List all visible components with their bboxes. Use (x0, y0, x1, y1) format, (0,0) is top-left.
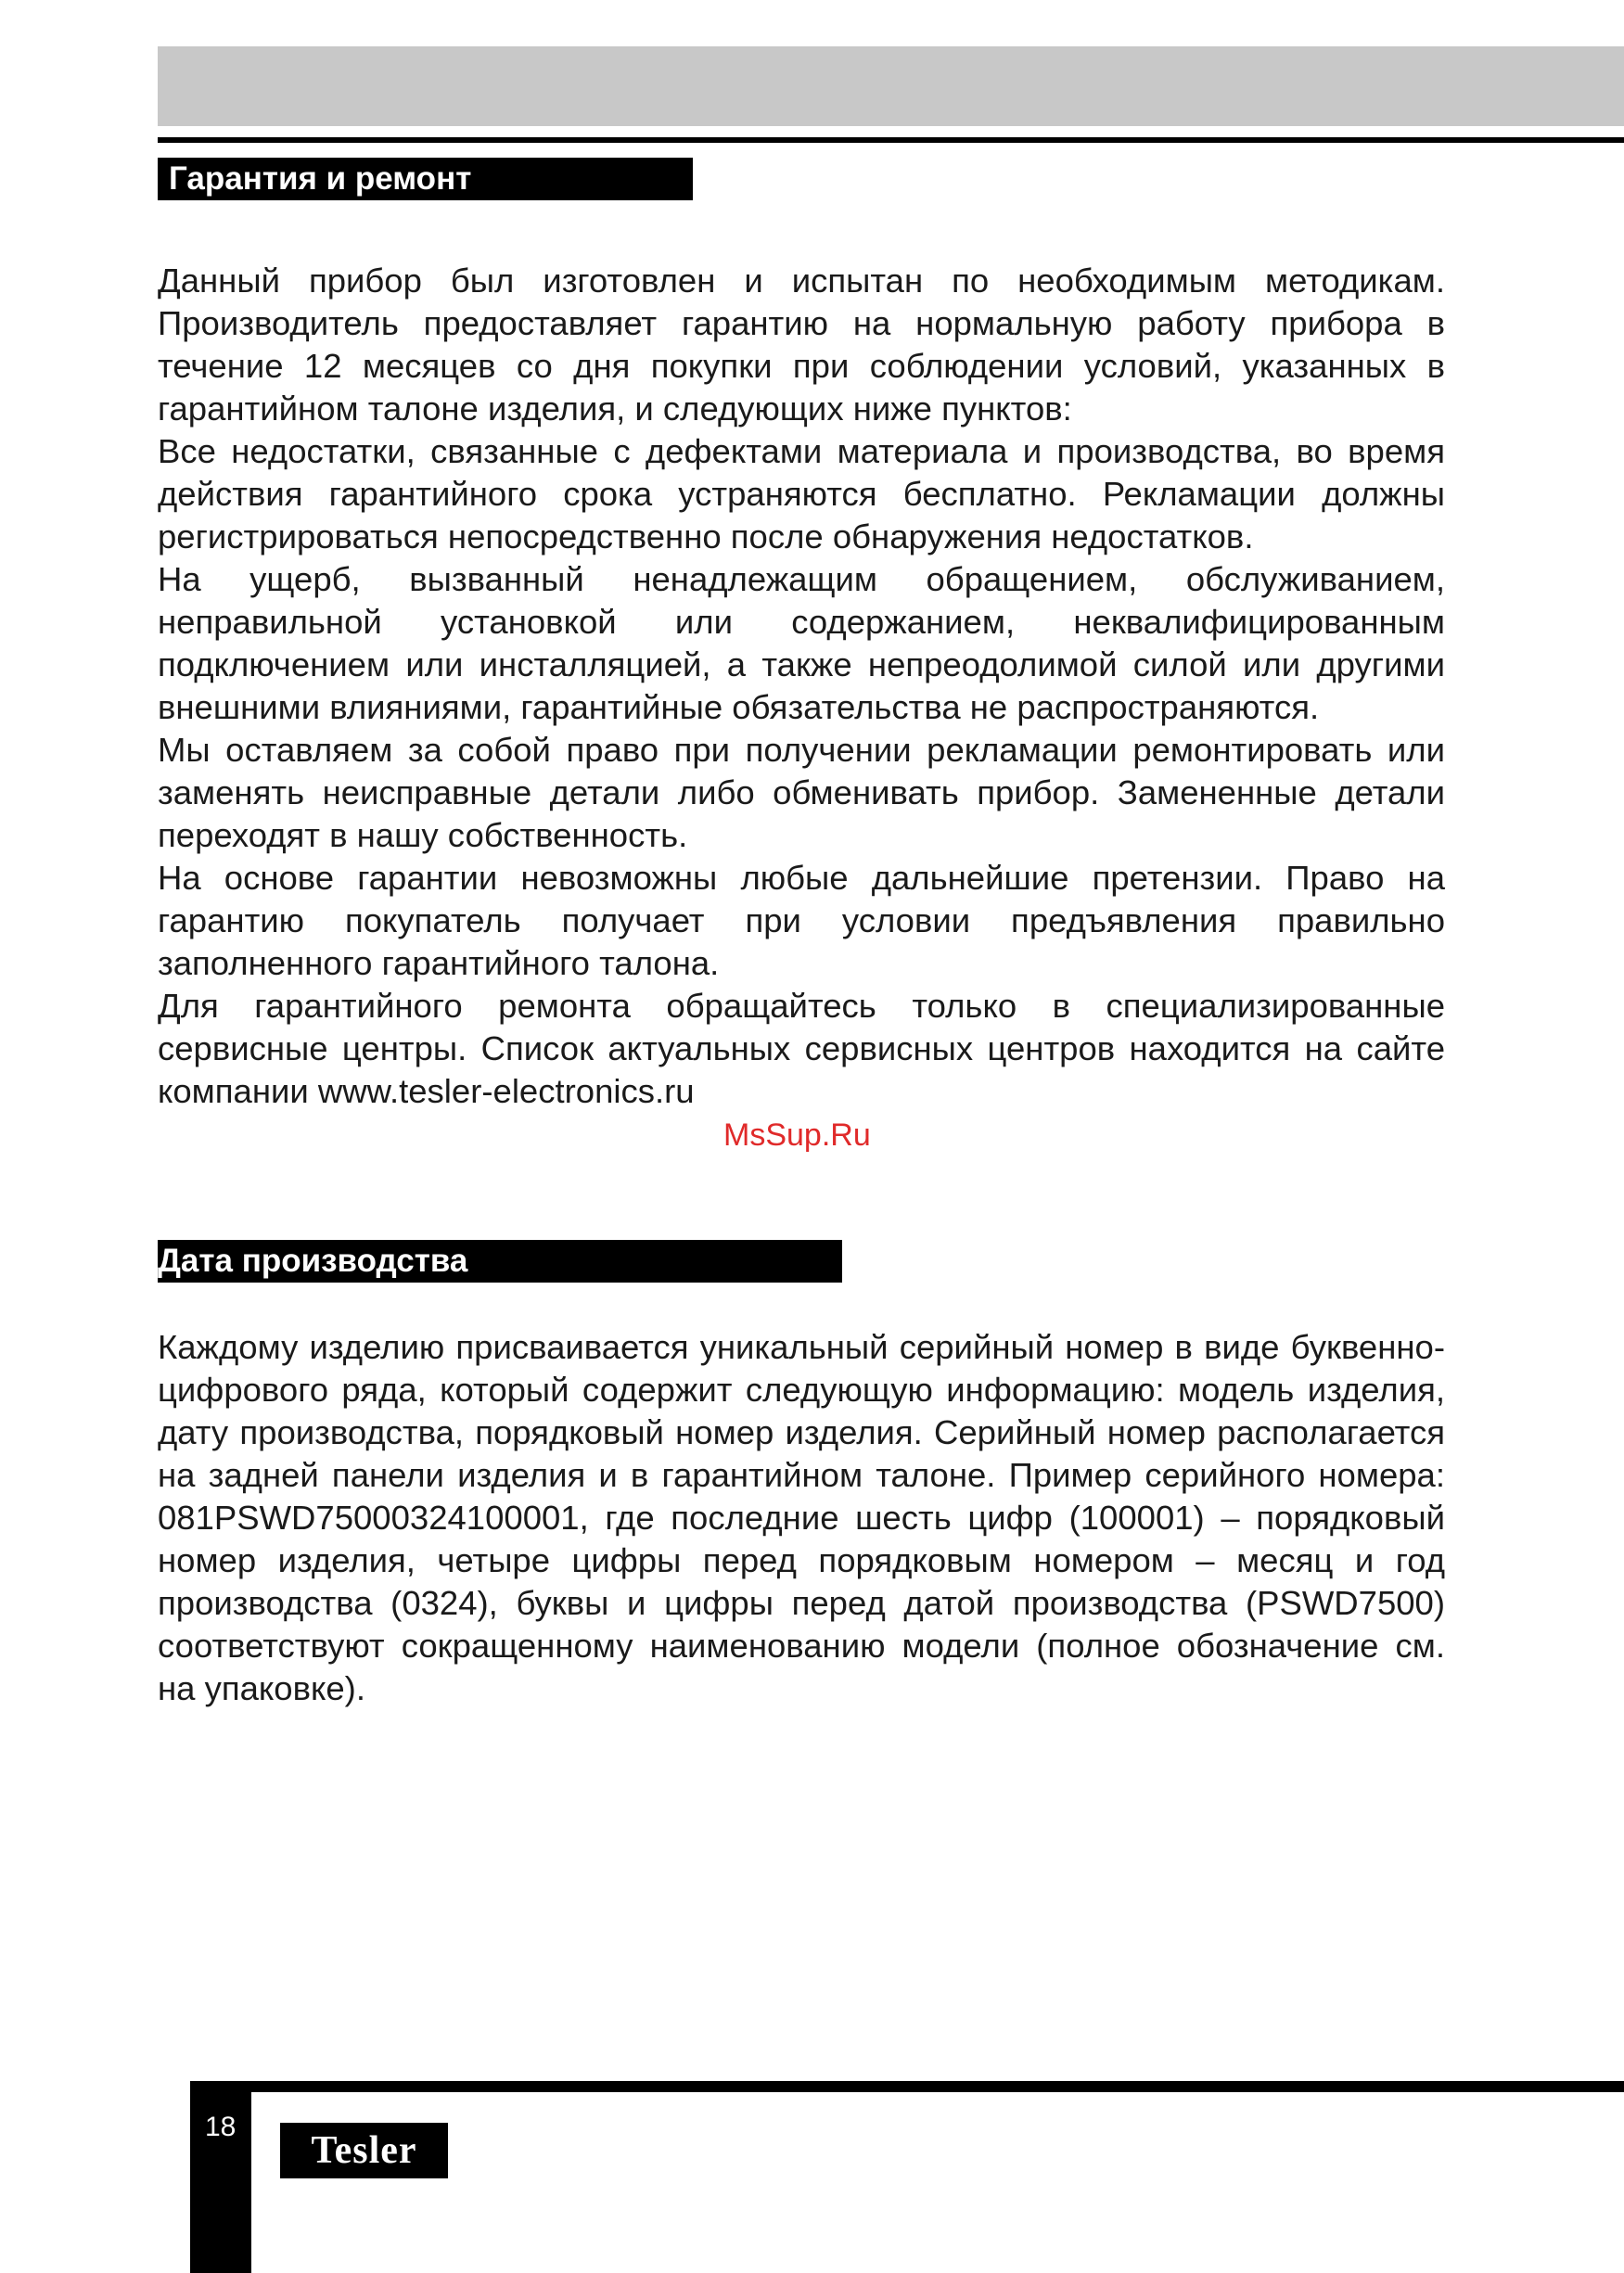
footer-rule (190, 2081, 1624, 2092)
header-gray-band (158, 46, 1624, 126)
paragraph: Мы оставляем за собой право при получении рекламации ремонтировать или заменять неисправные детали либо обменивать прибор. Замененные детали переходят в нашу собственность. (158, 731, 1445, 854)
page-number: 18 (205, 2112, 237, 2142)
section-title-production-date: Дата производства (158, 1240, 842, 1283)
production-date-body (158, 1326, 1445, 1710)
paragraph: Все недостатки, связанные с дефектами материала и производства, во время действия гарантийного срока устраняются бесплатно. Рекламации должны регистрироваться непосредственно после обнаружения недостатков. (158, 432, 1445, 555)
tesler-logo: Tesler (280, 2123, 448, 2178)
paragraph: На основе гарантии невозможны любые дальнейшие претензии. Право на гарантию покупатель получает при условии предъявления правильно заполненного гарантийного талона. (158, 859, 1445, 982)
watermark: MsSup.Ru (723, 1117, 871, 1153)
paragraph: Данный прибор был изготовлен и испытан по необходимым методикам. Производитель предоставляет гарантию на нормальную работу прибора в течение 12 месяцев со дня покупки при соблюдении условий, указанных в гарантийном талоне изделия, и следующих ниже пунктов: (158, 262, 1445, 428)
paragraph: На ущерб, вызванный ненадлежащим обращением, обслуживанием, неправильной установкой или содержанием, неквалифицированным подключением или инсталляцией, а также непреодолимой силой или другими внешними влияниями, гарантийные обязательства не распространяются. (158, 560, 1445, 726)
header-rule (158, 137, 1624, 143)
paragraph: Каждому изделию присваивается уникальный серийный номер в виде буквенно-цифрового ряда, который содержит следующую информацию: модель изделия, дату производства, порядковый номер изделия. Серийный номер располагается на задней панели изделия и в гарантийном талоне. Пример серийного номера: 081PSWD75000324100001, где последние шесть цифр (100001) – порядковый номер изделия, четыре цифры перед порядковым номером – месяц и год производства (0324), буквы и цифры перед датой производства (PSWD7500) соответствуют сокращенному наименованию модели (полное обозначение см. на упаковке). (158, 1328, 1445, 1707)
section-title-warranty: Гарантия и ремонт (158, 158, 693, 200)
warranty-body (158, 260, 1445, 1113)
paragraph: Для гарантийного ремонта обращайтесь только в специализированные сервисные центры. Список актуальных сервисных центров находится на сайте компании www.tesler-electronics.ru (158, 987, 1445, 1110)
